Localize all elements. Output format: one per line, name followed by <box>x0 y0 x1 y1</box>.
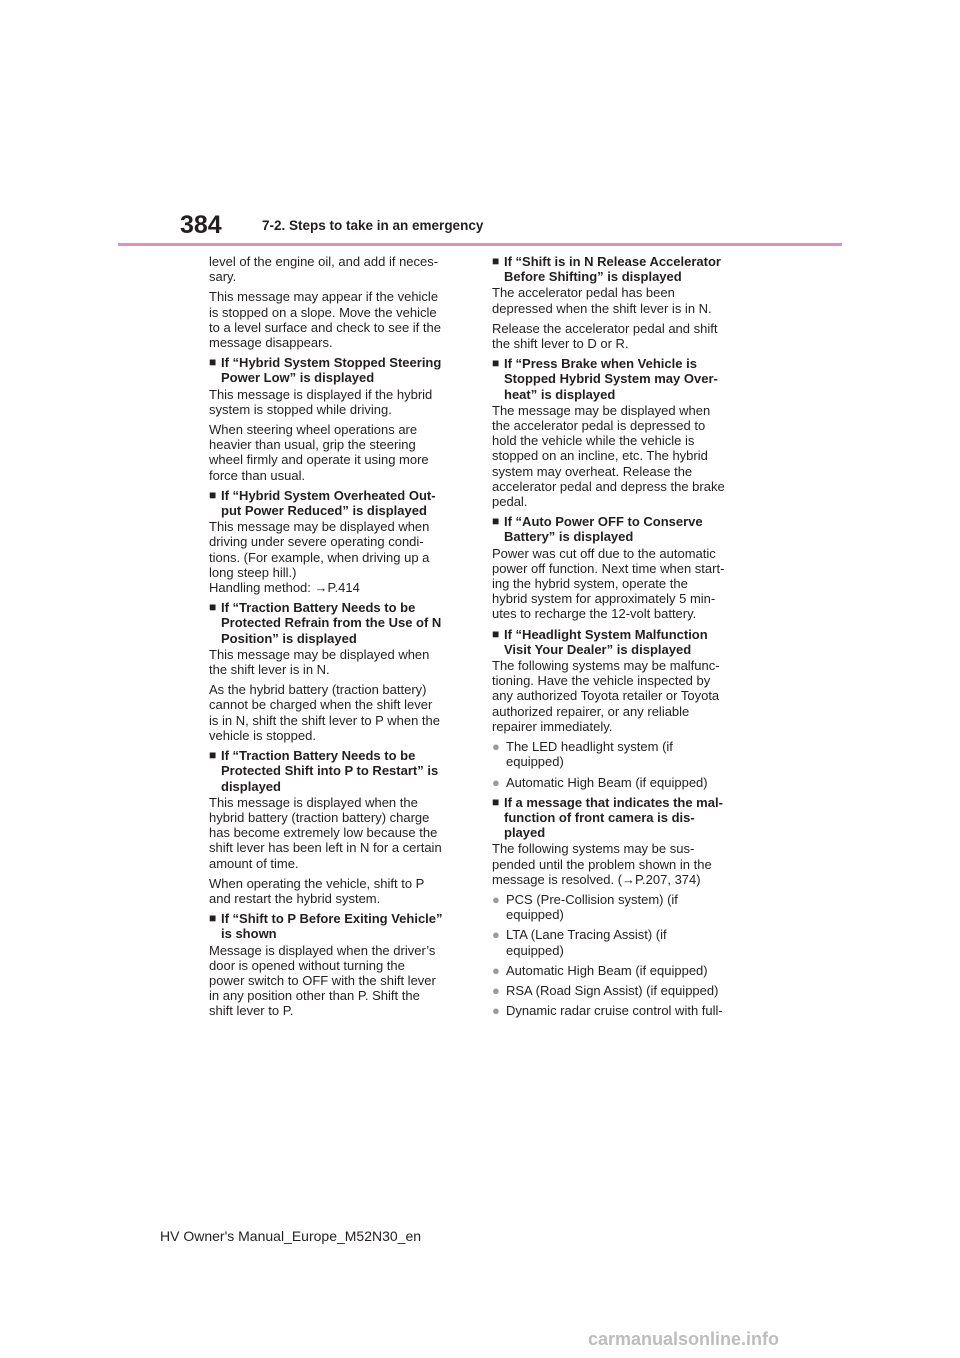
paragraph: This message may be displayed when the shift lever is in N. <box>209 646 430 678</box>
section-heading <box>209 748 467 794</box>
heading-text: If “Traction Battery Needs to be Protected Refrain from the Use of N Position” is displayed <box>221 600 442 646</box>
square-bullet-icon: ■ <box>209 355 217 370</box>
heading-text: If “Headlight System Malfunction Visit Your Dealer” is displayed <box>504 626 708 657</box>
round-bullet-icon: ● <box>492 927 500 943</box>
list-item-text: LTA (Lane Tracing Assist) (if equipped) <box>506 927 667 958</box>
section-heading <box>209 488 467 518</box>
paragraph: This message may appear if the vehicle is stopped on a slope. Move the vehicle to a level surface and check to see if the message disappears. <box>209 289 441 351</box>
heading-text: If “Traction Battery Needs to be Protected Shift into P to Restart” is displayed <box>221 748 439 794</box>
list-item-text: Dynamic radar cruise control with full- <box>506 1003 723 1019</box>
footer-manual-name: HV Owner's Manual_Europe_M52N30_en <box>160 1228 422 1244</box>
square-bullet-icon: ■ <box>492 514 500 529</box>
round-bullet-icon: ● <box>492 774 500 790</box>
list-item-text: PCS (Pre-Collision system) (if equipped) <box>506 891 678 923</box>
right-column <box>492 254 750 1023</box>
section-heading <box>492 795 750 841</box>
paragraph: As the hybrid battery (traction battery) cannot be charged when the shift lever is in N, shift the shift lever to P when the vehicle is stopped. <box>209 682 440 743</box>
heading-text: If “Shift is in N Release Accelerator Before Shifting” is displayed <box>504 254 721 285</box>
list-item <box>492 739 750 769</box>
round-bullet-icon: ● <box>492 739 500 755</box>
square-bullet-icon: ■ <box>209 487 217 502</box>
square-bullet-icon: ■ <box>209 748 217 763</box>
paragraph: When operating the vehicle, shift to P and restart the hybrid system. <box>209 875 425 906</box>
round-bullet-icon: ● <box>492 962 500 978</box>
section-heading <box>492 254 750 284</box>
heading-text: If “Hybrid System Overheated Out- put Power Reduced” is displayed <box>221 487 436 519</box>
paragraph: level of the engine oil, and add if neces- sary. <box>209 254 439 285</box>
list-item-text: Automatic High Beam (if equipped) <box>506 962 708 978</box>
paragraph: The accelerator pedal has been depressed when the shift lever is in N. <box>492 285 712 316</box>
paragraph: The following systems may be sus- pended until the problem shown in the message is resolved. (→P.207, 374) <box>492 841 712 887</box>
paragraph: The message may be displayed when the accelerator pedal is depressed to hold the vehicle while the vehicle is stopped on an incline, etc. The hybrid system may overheat. Release the accelerator pedal and depress the brake pedal. <box>492 402 725 510</box>
left-column <box>209 254 467 1024</box>
paragraph: Release the accelerator pedal and shift the shift lever to D or R. <box>492 320 718 352</box>
square-bullet-icon: ■ <box>492 356 500 371</box>
paragraph: Message is displayed when the driver’s door is opened without turning the power switch to OFF with the shift lever in any position other than P. Shift the shift lever to P. <box>209 942 436 1019</box>
round-bullet-icon: ● <box>492 1003 500 1019</box>
heading-text: If “Shift to P Before Exiting Vehicle” is shown <box>221 911 443 942</box>
heading-text: If “Press Brake when Vehicle is Stopped Hybrid System may Over- heat” is displayed <box>504 356 718 402</box>
square-bullet-icon: ■ <box>492 626 500 641</box>
header-rule <box>118 243 842 246</box>
section-heading <box>492 627 750 657</box>
paragraph: This message may be displayed when driving under severe operating condi- tions. (For example, when driving up a long steep hill.) Handling method: →P.414 <box>209 519 430 596</box>
list-item <box>492 927 750 957</box>
page-number: 384 <box>180 211 222 239</box>
watermark-link[interactable]: carmanualsonline.info <box>588 1329 780 1349</box>
section-heading <box>209 600 467 646</box>
section-heading <box>209 355 467 385</box>
square-bullet-icon: ■ <box>492 794 500 809</box>
round-bullet-icon: ● <box>492 891 500 907</box>
square-bullet-icon: ■ <box>209 600 217 615</box>
paragraph: When steering wheel operations are heavier than usual, grip the steering wheel firmly and operate it using more force than usual. <box>209 422 429 483</box>
list-item-text: RSA (Road Sign Assist) (if equipped) <box>506 982 719 998</box>
heading-text: If “Auto Power OFF to Conserve Battery” is displayed <box>504 514 703 545</box>
section-title: 7-2. Steps to take in an emergency <box>262 218 484 233</box>
list-item <box>492 983 750 998</box>
section-heading <box>209 911 467 941</box>
list-item <box>492 1003 750 1018</box>
list-item <box>492 892 750 922</box>
list-item <box>492 775 750 790</box>
list-item-text: Automatic High Beam (if equipped) <box>506 774 708 790</box>
paragraph: Power was cut off due to the automatic power off function. Next time when start- ing the hybrid system, operate the hybrid system for approximately 5 min- utes to recharge the 12-volt battery. <box>492 545 725 622</box>
square-bullet-icon: ■ <box>492 254 500 268</box>
heading-text: If “Hybrid System Stopped Steering Power Low” is displayed <box>221 355 442 386</box>
section-heading <box>492 356 750 402</box>
paragraph: The following systems may be malfunc- tioning. Have the vehicle inspected by any authorized Toyota retailer or Toyota authorized repairer, or any reliable repairer immediately. <box>492 658 720 734</box>
round-bullet-icon: ● <box>492 982 500 998</box>
list-item <box>492 963 750 978</box>
list-item-text: The LED headlight system (if equipped) <box>506 739 673 770</box>
paragraph: This message is displayed when the hybrid battery (traction battery) charge has become extremely low because the shift lever has been left in N for a certain amount of time. <box>209 794 442 871</box>
section-heading <box>492 514 750 544</box>
square-bullet-icon: ■ <box>209 911 217 926</box>
heading-text: If a message that indicates the mal- function of front camera is dis- played <box>504 794 723 841</box>
paragraph: This message is displayed if the hybrid system is stopped while driving. <box>209 386 433 417</box>
